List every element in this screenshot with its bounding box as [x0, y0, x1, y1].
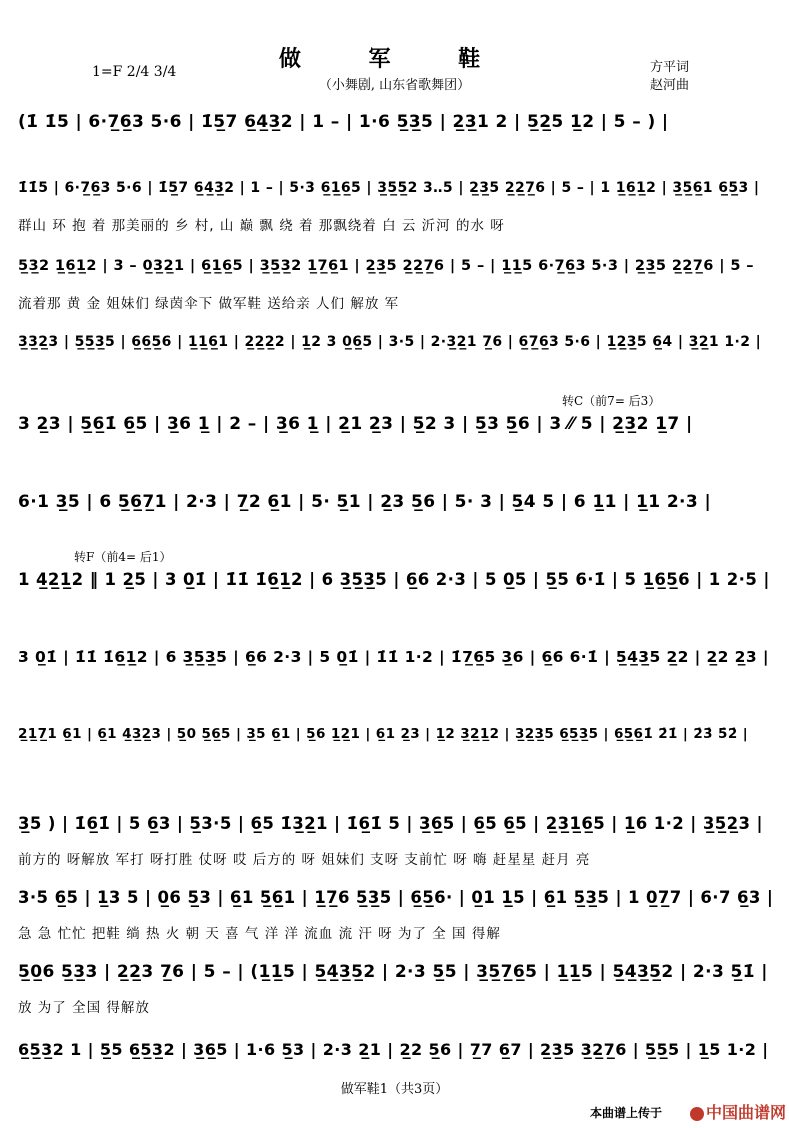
notation-line: 1̇1̇5 | 6·7̲6̲3 5·6 | 1̇5̲7 6̲4̲3̲2 | 1 – | 5·3 6̲1̲6̲5 | 3̲5̲5̲2 3‥5 | 2̲3̲5 2̲2̲7̲6 | 5 – | 1 1̲6̲1̲2 | 3̲5̲6̲1 6̲5̲3 | — [18, 180, 760, 196]
song-subtitle: （小舞剧, 山东省歌舞团） — [318, 78, 471, 93]
song-title: 做 军 鞋 — [278, 46, 511, 72]
notation-line: 6̲5̲3̲2 1 | 5̲5 6̲5̲3̲2 | 3̲6̲5 | 1·6 5̲3 | 2·3 2̲1 | 2̲2 5̲6 | 7̲7 6̲7 | 2̲3̲5 3̲2̲7̲6 | 5̲5̲5 | 1̲5 1·2 | — [18, 1040, 769, 1059]
site-name: 中国曲谱网 — [706, 1103, 787, 1122]
lyrics-line: 放 为了 全国 得解放 — [18, 1000, 150, 1016]
modulation-mark: 转C（前7= 后3） — [562, 394, 661, 408]
lyricist-credit: 方平词 — [650, 60, 690, 75]
notation-line: (1̇ 1̇5 | 6·7̲6̲3 5·6 | 1̇5̲7 6̲4̲3̲2 | 1 – | 1·6 5̲3̲5 | 2̲3̲1 2 | 5̲2̲5 1̲2 | 5 – ) | — [18, 112, 669, 132]
notation-line: 6·1 3̲5 | 6 5̲6̲7̲1 | 2·3 | 7̲2 6̲1 | 5· 5̲1 | 2̲3 5̲6 | 5· 3 | 5̲4 5 | 6 1̲1 | 1̲1 2·3 | — [18, 492, 712, 512]
upload-note: 本曲谱上传于 — [590, 1106, 663, 1120]
key-signature: 1=F 2/4 3/4 — [92, 64, 177, 80]
notation-line: 5̲0̲6 5̲3̲3 | 2̲2̲3 7̲6 | 5 – | (1̲1̲5 | 5̲4̲3̲5̲2 | 2·3 5̲5 | 3̲5̲7̲6̲5 | 1̲1̲5 | 5̲4̲3̲5̲2 | 2·3 5̲1̇ | — [18, 962, 768, 982]
modulation-mark: 转F（前4= 后1） — [74, 550, 172, 564]
site-logo-icon — [690, 1107, 704, 1121]
notation-line: 2̲1̲7̲1 6̲1 | 6̲1 4̲3̲2̲3 | 5̲0 5̲6̲5 | 3̲5 6̲1 | 5̲6 1̲2̲1 | 6̲1 2̲3 | 1̲2 3̲2̲1̲2 | 3̲2̲3̲5 6̲5̲3̲5 | 6̲5̲6̲1̇ 2̇1̇ | 2̇3̇ 5̇2̇ | — [18, 726, 749, 742]
site-logo — [690, 1100, 786, 1123]
notation-line: 3̲3̲2̲3 | 5̲5̲3̲5 | 6̲6̲5̲6 | 1̲1̲6̲1 | 2̲2̲2̲2 | 1̲2 3 0̲6̲5 | 3·5 | 2·3̲2̲1 7̲6 | 6̲7̲6̲3 5·6 | 1̲2̲3̲5 6̲4 | 3̲2̲1 1·2 | — [18, 334, 762, 350]
lyrics-line: 急 急 忙忙 把鞋 绱 热 火 朝 天 喜 气 洋 洋 流血 流 汗 呀 为了 全 国 得解 — [18, 926, 501, 942]
lyrics-line: 群山 环 抱 着 那美丽的 乡 村, 山 巅 飘 绕 着 那飘绕着 白 云 沂河 的水 呀 — [18, 218, 505, 234]
lyrics-line: 流着那 黄 金 姐妹们 绿茵伞下 做军鞋 送给亲 人们 解放 军 — [18, 296, 400, 312]
composer-credit: 赵河曲 — [650, 78, 690, 93]
notation-line: 3 2̲3 | 5̲6̲1̇ 6̲5 | 3̲6 1̲ | 2 – | 3̲6 1̲ | 2̲1 2̲3 | 5̲2 3 | 5̲3 5̲6 | 3 ⁄⁄ 5 | 2̲3̲2 1̲7 | — [18, 414, 693, 434]
notation-line: 3 0̲1̇ | 1̇1̇ 1̇6̲1̲2 | 6 3̲5̲3̲5 | 6̲6 2·3 | 5 0̲1̇ | 1̇1̇ 1·2 | 1̇7̲6̲5 3̲6 | 6̲6 6·1̇ | 5̲4̲3̲5 2̲2 | 2̲2 2̲3 | — [18, 648, 769, 666]
notation-line: 3·5 6̲5 | 1̲3 5 | 0̲6 5̲3 | 6̲1 5̲6̲1 | 1̲7̲6 5̲3̲5 | 6̲5̲6· | 0̲1 1̲5 | 6̲1 5̲3̲5 | 1 0̲7̲7 | 6·7 6̲3 | — [18, 888, 774, 907]
lyrics-line: 前方的 呀解放 军打 呀打胜 仗呀 哎 后方的 呀 姐妹们 支呀 支前忙 呀 嗨 赶星星 赶月 亮 — [18, 852, 591, 868]
notation-line: 3̲5 ) | 1̇6̲1̇ | 5 6̲3 | 5̲3·5 | 6̲5 1̇3̲2̲1 | 1̇6̲1̇ 5 | 3̲6̲5 | 6̲5 6̲5 | 2̲3̲1̲6̲5 | 1̲6 1·2 | 3̲5̲2̲3 | — [18, 814, 763, 833]
page-footer: 做军鞋1（共3页） — [340, 1082, 449, 1097]
notation-line: 1 4̲2̲1̲2 ‖ 1 2̲5 | 3 0̲1̇ | 1̇1̇ 1̇6̲1̲2 | 6 3̲5̲3̲5 | 6̲6 2·3 | 5 0̲5 | 5̲5 6·1̇ | 5 1̲6̲5̲6 | 1 2·5 | — [18, 570, 770, 589]
notation-line: 5̲3̲2 1̲6̲1̲2 | 3 – 0̲3̲2̲1 | 6̲1̲6̲5 | 3̲5̲3̲2 1̲7̲6̲1 | 2̲3̲5 2̲2̲7̲6 | 5 – | 1̲1̲5 6·7̲6̲3 5·3 | 2̲3̲5 2̲2̲7̲6 | 5 – — [18, 258, 754, 274]
